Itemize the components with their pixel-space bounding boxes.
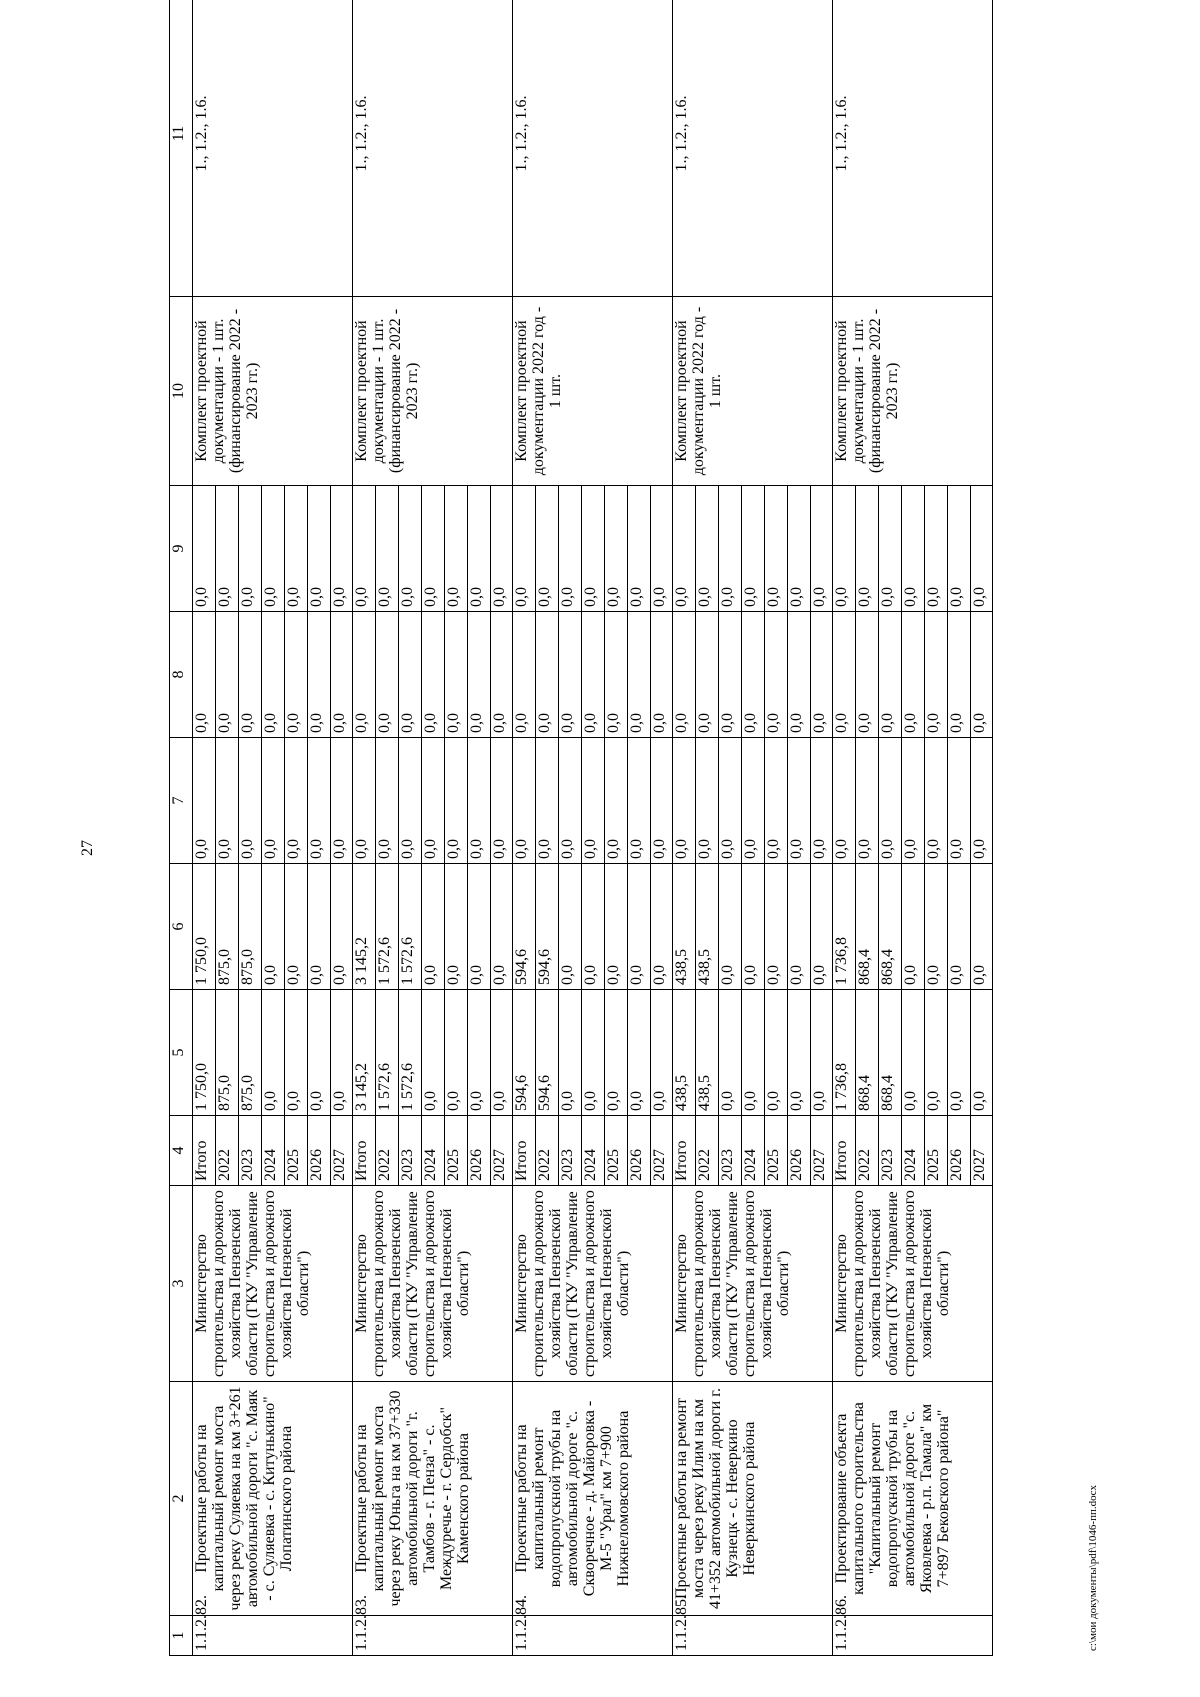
year-cell: 2022 [376,1116,399,1186]
regional-budget-cell: 0,0 [445,864,468,990]
expected-result: Комплект проектной документации - 1 шт. (финансирование 2022 - 2023 гг.) [833,297,993,486]
local-budget-cell: 0,0 [445,612,468,738]
federal-budget-cell: 0,0 [628,738,651,864]
year-cell: 2023 [879,1116,902,1186]
local-budget-cell: 0,0 [696,612,719,738]
year-cell: Итого [353,1116,376,1186]
local-budget-cell: 0,0 [491,612,513,738]
regional-budget-cell: 868,4 [879,864,902,990]
year-cell: 2022 [696,1116,719,1186]
local-budget-cell: 0,0 [856,612,879,738]
local-budget-cell: 0,0 [285,612,308,738]
year-cell: 2024 [262,1116,285,1186]
other-sources-cell: 0,0 [788,486,811,612]
other-sources-cell: 0,0 [353,486,376,612]
regional-budget-cell: 594,6 [513,864,536,990]
local-budget-cell: 0,0 [719,612,742,738]
local-budget-cell: 0,0 [239,612,262,738]
other-sources-cell: 0,0 [696,486,719,612]
regional-budget-cell: 0,0 [651,864,673,990]
other-sources-cell: 0,0 [468,486,491,612]
year-cell: 2026 [948,1116,971,1186]
column-header-2: 2 [170,1382,193,1616]
local-budget-cell: 0,0 [399,612,422,738]
federal-budget-cell: 0,0 [788,738,811,864]
federal-budget-cell: 0,0 [811,738,833,864]
target-indicators: 1., 1.2., 1.6. [513,0,673,297]
row-number: 1.1.2.83. [353,1616,513,1656]
federal-budget-cell: 0,0 [193,738,216,864]
federal-budget-cell: 0,0 [308,738,331,864]
total-cost-cell: 0,0 [902,990,925,1116]
other-sources-cell: 0,0 [445,486,468,612]
regional-budget-cell: 0,0 [765,864,788,990]
regional-budget-cell: 438,5 [673,864,696,990]
local-budget-cell: 0,0 [468,612,491,738]
local-budget-cell: 0,0 [422,612,445,738]
year-cell: 2025 [445,1116,468,1186]
federal-budget-cell: 0,0 [468,738,491,864]
other-sources-cell: 0,0 [902,486,925,612]
regional-budget-cell: 875,0 [216,864,239,990]
total-cost-cell: 0,0 [491,990,513,1116]
other-sources-cell: 0,0 [376,486,399,612]
other-sources-cell: 0,0 [833,486,856,612]
other-sources-cell: 0,0 [811,486,833,612]
column-number-header-row [170,0,193,1656]
total-cost-cell: 1 736,8 [833,990,856,1116]
table-row [353,0,376,1656]
total-cost-cell: 0,0 [262,990,285,1116]
total-cost-cell: 438,5 [673,990,696,1116]
page-number: 27 [79,840,96,856]
year-cell: 2022 [216,1116,239,1186]
year-cell: 2023 [239,1116,262,1186]
regional-budget-cell: 0,0 [605,864,628,990]
federal-budget-cell: 0,0 [696,738,719,864]
activity-name: Проектирование объекта капитального строительства "Капитальный ремонт водопропускной трубы на автомобильной дороге "с. Яковлевка - р.п. Тамала" км 7+897 Бековского района" [833,1382,993,1616]
regional-budget-cell: 0,0 [628,864,651,990]
total-cost-cell: 0,0 [811,990,833,1116]
year-cell: 2023 [559,1116,582,1186]
other-sources-cell: 0,0 [628,486,651,612]
year-cell: 2025 [605,1116,628,1186]
year-cell: Итого [193,1116,216,1186]
regional-budget-cell: 0,0 [422,864,445,990]
target-indicators: 1., 1.2., 1.6. [353,0,513,297]
local-budget-cell: 0,0 [513,612,536,738]
regional-budget-cell: 1 572,6 [376,864,399,990]
regional-budget-cell: 0,0 [308,864,331,990]
program-activities-table [169,0,993,1656]
other-sources-cell: 0,0 [651,486,673,612]
total-cost-cell: 0,0 [308,990,331,1116]
local-budget-cell: 0,0 [216,612,239,738]
local-budget-cell: 0,0 [605,612,628,738]
total-cost-cell: 875,0 [216,990,239,1116]
other-sources-cell: 0,0 [605,486,628,612]
column-header-3: 3 [170,1186,193,1382]
row-number: 1.1.2.85. [673,1616,833,1656]
local-budget-cell: 0,0 [353,612,376,738]
local-budget-cell: 0,0 [582,612,605,738]
row-number: 1.1.2.82. [193,1616,353,1656]
column-header-8: 8 [170,612,193,738]
activity-name: Проектные работы на капитальный ремонт моста через реку Юньга на км 37+330 автомобильной дороги "г. Тамбов - г. Пенза" - с. Междуречье - г. Сердобск" Каменского района [353,1382,513,1616]
federal-budget-cell: 0,0 [879,738,902,864]
federal-budget-cell: 0,0 [833,738,856,864]
total-cost-cell: 0,0 [422,990,445,1116]
total-cost-cell: 0,0 [651,990,673,1116]
regional-budget-cell: 0,0 [285,864,308,990]
federal-budget-cell: 0,0 [925,738,948,864]
year-cell: 2023 [399,1116,422,1186]
local-budget-cell: 0,0 [308,612,331,738]
year-cell: 2027 [811,1116,833,1186]
table-row [513,0,536,1656]
target-indicators: 1., 1.2., 1.6. [833,0,993,297]
federal-budget-cell: 0,0 [216,738,239,864]
activity-name: Проектные работы на капитальный ремонт моста через реку Суляевка на км 3+261 автомобильной дороги "с. Маяк - с. Суляевка - с. Китунькино" Лопатинского района [193,1382,353,1616]
other-sources-cell: 0,0 [262,486,285,612]
federal-budget-cell: 0,0 [331,738,353,864]
regional-budget-cell: 1 750,0 [193,864,216,990]
total-cost-cell: 0,0 [559,990,582,1116]
federal-budget-cell: 0,0 [376,738,399,864]
regional-budget-cell: 0,0 [559,864,582,990]
total-cost-cell: 1 750,0 [193,990,216,1116]
federal-budget-cell: 0,0 [742,738,765,864]
local-budget-cell: 0,0 [742,612,765,738]
total-cost-cell: 875,0 [239,990,262,1116]
target-indicators: 1., 1.2., 1.6. [673,0,833,297]
year-cell: Итого [513,1116,536,1186]
total-cost-cell: 0,0 [628,990,651,1116]
year-cell: 2025 [765,1116,788,1186]
year-cell: 2026 [788,1116,811,1186]
table-row [193,0,216,1656]
federal-budget-cell: 0,0 [513,738,536,864]
executor: Министерство строительства и дорожного хозяйства Пензенской области (ГКУ "Управление строительства и дорожного хозяйства Пензенской области") [353,1186,513,1382]
federal-budget-cell: 0,0 [605,738,628,864]
total-cost-cell: 0,0 [971,990,993,1116]
federal-budget-cell: 0,0 [856,738,879,864]
federal-budget-cell: 0,0 [422,738,445,864]
regional-budget-cell: 0,0 [719,864,742,990]
local-budget-cell: 0,0 [925,612,948,738]
year-cell: 2023 [719,1116,742,1186]
local-budget-cell: 0,0 [651,612,673,738]
year-cell: 2025 [285,1116,308,1186]
rotated-page-frame [169,41,1109,1656]
table-body [193,0,993,1656]
local-budget-cell: 0,0 [971,612,993,738]
federal-budget-cell: 0,0 [673,738,696,864]
year-cell: 2022 [856,1116,879,1186]
year-cell: 2027 [491,1116,513,1186]
executor: Министерство строительства и дорожного хозяйства Пензенской области (ГКУ "Управление строительства и дорожного хозяйства Пензенской области") [193,1186,353,1382]
total-cost-cell: 594,6 [513,990,536,1116]
other-sources-cell: 0,0 [879,486,902,612]
federal-budget-cell: 0,0 [262,738,285,864]
total-cost-cell: 868,4 [856,990,879,1116]
local-budget-cell: 0,0 [902,612,925,738]
year-cell: 2022 [536,1116,559,1186]
other-sources-cell: 0,0 [513,486,536,612]
local-budget-cell: 0,0 [811,612,833,738]
federal-budget-cell: 0,0 [445,738,468,864]
regional-budget-cell: 0,0 [948,864,971,990]
footer-file-path: c:\мои документы\pdf\1046-пп.docx [1087,1484,1099,1652]
other-sources-cell: 0,0 [971,486,993,612]
total-cost-cell: 594,6 [536,990,559,1116]
regional-budget-cell: 0,0 [582,864,605,990]
local-budget-cell: 0,0 [331,612,353,738]
executor: Министерство строительства и дорожного хозяйства Пензенской области (ГКУ "Управление строительства и дорожного хозяйства Пензенской области") [833,1186,993,1382]
total-cost-cell: 0,0 [605,990,628,1116]
year-cell: 2027 [331,1116,353,1186]
federal-budget-cell: 0,0 [765,738,788,864]
regional-budget-cell: 438,5 [696,864,719,990]
other-sources-cell: 0,0 [193,486,216,612]
federal-budget-cell: 0,0 [651,738,673,864]
expected-result: Комплект проектной документации - 1 шт. (финансирование 2022 - 2023 гг.) [353,297,513,486]
regional-budget-cell: 3 145,2 [353,864,376,990]
total-cost-cell: 0,0 [948,990,971,1116]
column-header-4: 4 [170,1116,193,1186]
executor: Министерство строительства и дорожного хозяйства Пензенской области (ГКУ "Управление строительства и дорожного хозяйства Пензенской области") [513,1186,673,1382]
total-cost-cell: 0,0 [765,990,788,1116]
total-cost-cell: 0,0 [742,990,765,1116]
column-header-5: 5 [170,990,193,1116]
executor: Министерство строительства и дорожного хозяйства Пензенской области (ГКУ "Управление строительства и дорожного хозяйства Пензенской области") [673,1186,833,1382]
federal-budget-cell: 0,0 [399,738,422,864]
year-cell: 2024 [902,1116,925,1186]
other-sources-cell: 0,0 [239,486,262,612]
column-header-7: 7 [170,738,193,864]
activity-name: Проектные работы на капитальный ремонт водопропускной трубы на автомобильной дороге "с. Скворечное - д. Майоровка - М-5 "Урал" км 7+900 Нижнеломовского района [513,1382,673,1616]
other-sources-cell: 0,0 [422,486,445,612]
federal-budget-cell: 0,0 [948,738,971,864]
year-cell: 2024 [582,1116,605,1186]
local-budget-cell: 0,0 [788,612,811,738]
regional-budget-cell: 0,0 [925,864,948,990]
local-budget-cell: 0,0 [879,612,902,738]
regional-budget-cell: 0,0 [742,864,765,990]
regional-budget-cell: 875,0 [239,864,262,990]
other-sources-cell: 0,0 [925,486,948,612]
total-cost-cell: 0,0 [925,990,948,1116]
row-number: 1.1.2.84. [513,1616,673,1656]
federal-budget-cell: 0,0 [902,738,925,864]
total-cost-cell: 1 572,6 [376,990,399,1116]
regional-budget-cell: 0,0 [971,864,993,990]
federal-budget-cell: 0,0 [353,738,376,864]
other-sources-cell: 0,0 [536,486,559,612]
column-header-11: 11 [170,0,193,297]
regional-budget-cell: 868,4 [856,864,879,990]
local-budget-cell: 0,0 [765,612,788,738]
total-cost-cell: 1 572,6 [399,990,422,1116]
regional-budget-cell: 0,0 [331,864,353,990]
regional-budget-cell: 0,0 [788,864,811,990]
other-sources-cell: 0,0 [308,486,331,612]
activity-name: Проектные работы на ремонт моста через реку Илим на км 41+352 автомобильной дороги г. Кузнецк - с. Неверкино Неверкинского района [673,1382,833,1616]
year-cell: 2024 [742,1116,765,1186]
year-cell: 2025 [925,1116,948,1186]
regional-budget-cell: 0,0 [491,864,513,990]
other-sources-cell: 0,0 [856,486,879,612]
total-cost-cell: 0,0 [445,990,468,1116]
regional-budget-cell: 0,0 [811,864,833,990]
other-sources-cell: 0,0 [331,486,353,612]
table-row [673,0,696,1656]
local-budget-cell: 0,0 [673,612,696,738]
other-sources-cell: 0,0 [399,486,422,612]
regional-budget-cell: 1 572,6 [399,864,422,990]
local-budget-cell: 0,0 [628,612,651,738]
year-cell: 2027 [651,1116,673,1186]
regional-budget-cell: 0,0 [468,864,491,990]
column-header-1: 1 [170,1616,193,1656]
column-header-6: 6 [170,864,193,990]
other-sources-cell: 0,0 [765,486,788,612]
target-indicators: 1., 1.2., 1.6. [193,0,353,297]
federal-budget-cell: 0,0 [971,738,993,864]
year-cell: 2027 [971,1116,993,1186]
expected-result: Комплект проектной документации 2022 год - 1 шт. [513,297,673,486]
year-cell: 2026 [628,1116,651,1186]
local-budget-cell: 0,0 [193,612,216,738]
federal-budget-cell: 0,0 [719,738,742,864]
column-header-10: 10 [170,297,193,486]
total-cost-cell: 3 145,2 [353,990,376,1116]
year-cell: Итого [673,1116,696,1186]
regional-budget-cell: 0,0 [902,864,925,990]
other-sources-cell: 0,0 [216,486,239,612]
local-budget-cell: 0,0 [833,612,856,738]
other-sources-cell: 0,0 [719,486,742,612]
federal-budget-cell: 0,0 [536,738,559,864]
local-budget-cell: 0,0 [262,612,285,738]
other-sources-cell: 0,0 [673,486,696,612]
total-cost-cell: 438,5 [696,990,719,1116]
row-number: 1.1.2.86. [833,1616,993,1656]
total-cost-cell: 0,0 [285,990,308,1116]
year-cell: Итого [833,1116,856,1186]
federal-budget-cell: 0,0 [491,738,513,864]
total-cost-cell: 0,0 [719,990,742,1116]
other-sources-cell: 0,0 [742,486,765,612]
regional-budget-cell: 0,0 [262,864,285,990]
local-budget-cell: 0,0 [948,612,971,738]
year-cell: 2024 [422,1116,445,1186]
table-row [833,0,856,1656]
total-cost-cell: 0,0 [468,990,491,1116]
regional-budget-cell: 1 736,8 [833,864,856,990]
local-budget-cell: 0,0 [376,612,399,738]
rotated-table-container [169,41,1109,1656]
year-cell: 2026 [468,1116,491,1186]
federal-budget-cell: 0,0 [285,738,308,864]
expected-result: Комплект проектной документации 2022 год - 1 шт. [673,297,833,486]
other-sources-cell: 0,0 [948,486,971,612]
other-sources-cell: 0,0 [582,486,605,612]
other-sources-cell: 0,0 [491,486,513,612]
regional-budget-cell: 594,6 [536,864,559,990]
total-cost-cell: 0,0 [582,990,605,1116]
federal-budget-cell: 0,0 [582,738,605,864]
expected-result: Комплект проектной документации - 1 шт. (финансирование 2022 - 2023 гг.) [193,297,353,486]
federal-budget-cell: 0,0 [239,738,262,864]
other-sources-cell: 0,0 [285,486,308,612]
column-header-9: 9 [170,486,193,612]
local-budget-cell: 0,0 [559,612,582,738]
total-cost-cell: 0,0 [788,990,811,1116]
local-budget-cell: 0,0 [536,612,559,738]
federal-budget-cell: 0,0 [559,738,582,864]
total-cost-cell: 0,0 [331,990,353,1116]
total-cost-cell: 868,4 [879,990,902,1116]
year-cell: 2026 [308,1116,331,1186]
other-sources-cell: 0,0 [559,486,582,612]
